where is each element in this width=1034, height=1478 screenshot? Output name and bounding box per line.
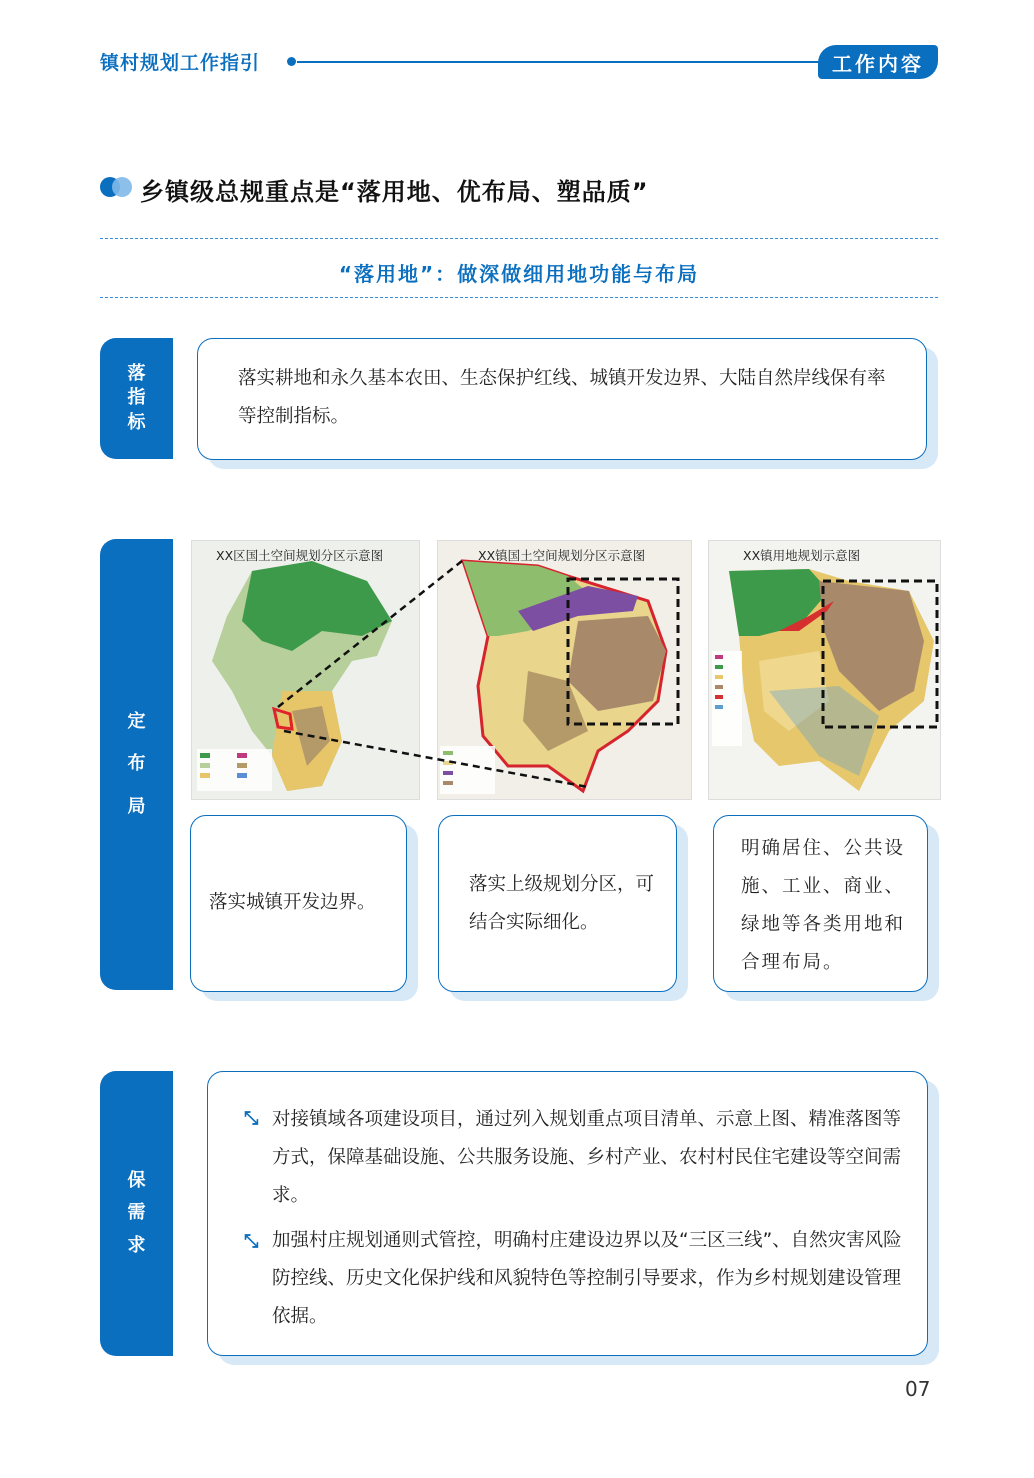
divider-top [100, 238, 938, 239]
tab-bao-xuqiu [100, 1071, 173, 1356]
caption-text: 落实城镇开发边界。 [209, 892, 376, 913]
map-title: XX镇国土空间规划分区示意图 [478, 548, 646, 563]
landuse-plan-map [708, 540, 941, 800]
tab-char: 布 [127, 753, 146, 775]
indicator-text: 落实耕地和永久基本农田、生态保护红线、城镇开发边界、大陆自然岸线保有率等控制指标。 [238, 368, 886, 427]
header-rule [297, 61, 827, 63]
tab-char: 指 [127, 387, 146, 409]
indicator-box [197, 338, 927, 460]
tab-char: 需 [127, 1202, 146, 1224]
caption-box-1 [190, 815, 407, 992]
map-title: XX镇用地规划示意图 [743, 548, 861, 563]
arrow-bullet-icon: ⤡ [244, 1231, 259, 1252]
caption-box-3 [713, 815, 928, 992]
divider-bottom [100, 297, 938, 298]
caption-box-2 [438, 815, 677, 992]
section-badge: 工作内容 [818, 45, 938, 79]
tab-char: 局 [127, 795, 146, 817]
title-bullet-icon-2 [112, 177, 132, 197]
landuse-map-image [709, 541, 940, 799]
tab-char: 定 [127, 711, 146, 733]
section-title: 乡镇级总规重点是“落用地、优布局、塑品质” [140, 178, 649, 206]
tab-char: 求 [127, 1234, 146, 1256]
requirements-box [207, 1071, 928, 1356]
tab-char: 标 [127, 411, 146, 433]
map-title: XX区国土空间规划分区示意图 [216, 548, 384, 563]
tab-char: 落 [127, 363, 146, 385]
header-dot [287, 57, 296, 66]
arrow-bullet-icon: ⤡ [244, 1108, 259, 1129]
tab-luo-zhibiao [100, 338, 173, 459]
zoom-connector-lines [270, 555, 600, 795]
caption-text: 明确居住、公共设施、工业、商业、绿地等各类用地和合理布局。 [741, 838, 906, 973]
tab-char: 保 [127, 1170, 146, 1192]
tab-ding-buju [100, 539, 173, 990]
requirement-item: 加强村庄规划通则式管控，明确村庄建设边界以及“三区三线”、自然灾害风险防控线、历史文化保护线和风貌特色等控制引导要求，作为乡村规划建设管理依据。 [272, 1230, 902, 1327]
requirement-item: 对接镇域各项建设项目，通过列入规划重点项目清单、示意上图、精准落图等方式，保障基础设施、公共服务设施、乡村产业、农村村民住宅建设等空间需求。 [272, 1109, 902, 1206]
doc-title: 镇村规划工作指引 [100, 52, 261, 74]
page-number: 07 [905, 1377, 931, 1401]
section-subtitle: “落用地”：做深做细用地功能与布局 [338, 262, 700, 286]
caption-text: 落实上级规划分区，可结合实际细化。 [469, 874, 655, 933]
